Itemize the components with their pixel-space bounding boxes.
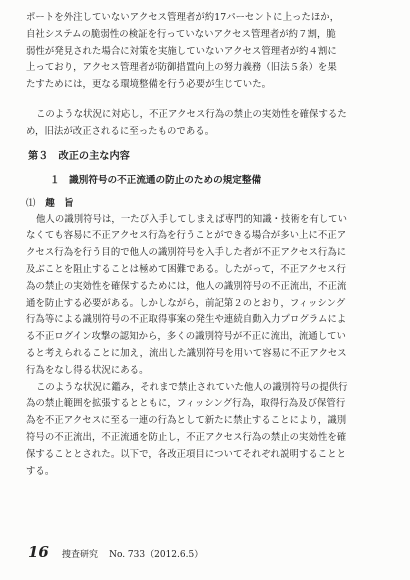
page-footer <box>28 542 203 561</box>
item-heading <box>26 196 386 212</box>
section-heading: 第３ 改正の主な内容 <box>28 150 130 162</box>
text-line: 通を防止する必要がある。しかしながら，前記第２のとおり，フィッシング <box>26 297 346 309</box>
text-line: め，旧法が改正されるに至ったものである。 <box>26 125 215 137</box>
text-line: 保することとされた。以下で，各改正項目についてそれぞれ説明することと <box>26 448 347 460</box>
body-paragraph-1 <box>26 212 386 380</box>
text-line: する。 <box>26 465 55 477</box>
body-paragraph-2 <box>26 380 386 481</box>
text-line: 行為等による識別符号の不正取得事案の発生や連続自動入力プログラムによ <box>26 314 347 326</box>
issue-info: No. 733（2012.6.5） <box>109 550 204 560</box>
text-line: 行為をなし得る状況にある。 <box>26 364 149 376</box>
text-line: る不正ログイン攻撃の認知から，多くの識別符号が不正に流出，流通してい <box>26 331 346 343</box>
text-line: 上っており，アクセス管理者が防御措置向上の努力義務（旧法５条）を果 <box>26 62 337 74</box>
text-line: 弱性が発見された場合に対策を実施していないアクセス管理者が約４割に <box>26 45 337 57</box>
page-content <box>26 10 386 480</box>
text-line: なくても容易に不正アクセス行為を行うことができる場合が多い上に不正ア <box>26 230 347 242</box>
second-paragraph <box>26 107 386 141</box>
text-line: 及ぶことを阻止することは極めて困難である。したがって，不正アクセス行 <box>26 263 346 275</box>
intro-paragraph <box>26 10 386 94</box>
text-line: 符号の不正流出，不正流通を防止し，不正アクセス行為の禁止の実効性を確 <box>26 431 347 443</box>
text-line: 自社システムの脆弱性の検証を行っていないアクセス管理者が約７割，脆 <box>26 28 336 40</box>
subsection-heading: １ 識別符号の不正流通の防止のための規定整備 <box>50 174 262 186</box>
journal-name: 捜査研究 <box>61 550 98 560</box>
text-line: 為の禁止の実効性を確保するためには，他人の識別符号の不正流出，不正流 <box>26 280 347 292</box>
text-line: たすためには，更なる環境整備を行う必要が生じていた。 <box>26 79 272 91</box>
page-number: 16 <box>28 543 49 561</box>
text-line: このような状況に対応し，不正アクセス行為の禁止の実効性を確保するた <box>36 108 347 120</box>
text-line: ポートを外注していないアクセス管理者が約17パーセントに上ったほか， <box>26 12 340 23</box>
text-line: 為を不正アクセスに至る一連の行為として新たに禁止することにより，識別 <box>26 415 347 427</box>
text-line: 為の禁止範囲を拡張するとともに，フィッシング行為，取得行為及び保管行 <box>26 398 346 410</box>
text-line: 他人の識別符号は，一たび入手してしまえば専門的知識・技術を有してい <box>36 213 348 225</box>
text-line: クセス行為を行う目的で他人の識別符号を入手した者が不正アクセス行為に <box>26 247 347 259</box>
text-line: このような状況に鑑み，それまで禁止されていた他人の識別符号の提供行 <box>36 381 348 393</box>
item-title: 趣 旨 <box>45 197 74 209</box>
item-number: ⑴ <box>26 197 36 209</box>
text-line: ると考えられることに加え，流出した識別符号を用いて容易に不正アクセス <box>26 347 347 359</box>
